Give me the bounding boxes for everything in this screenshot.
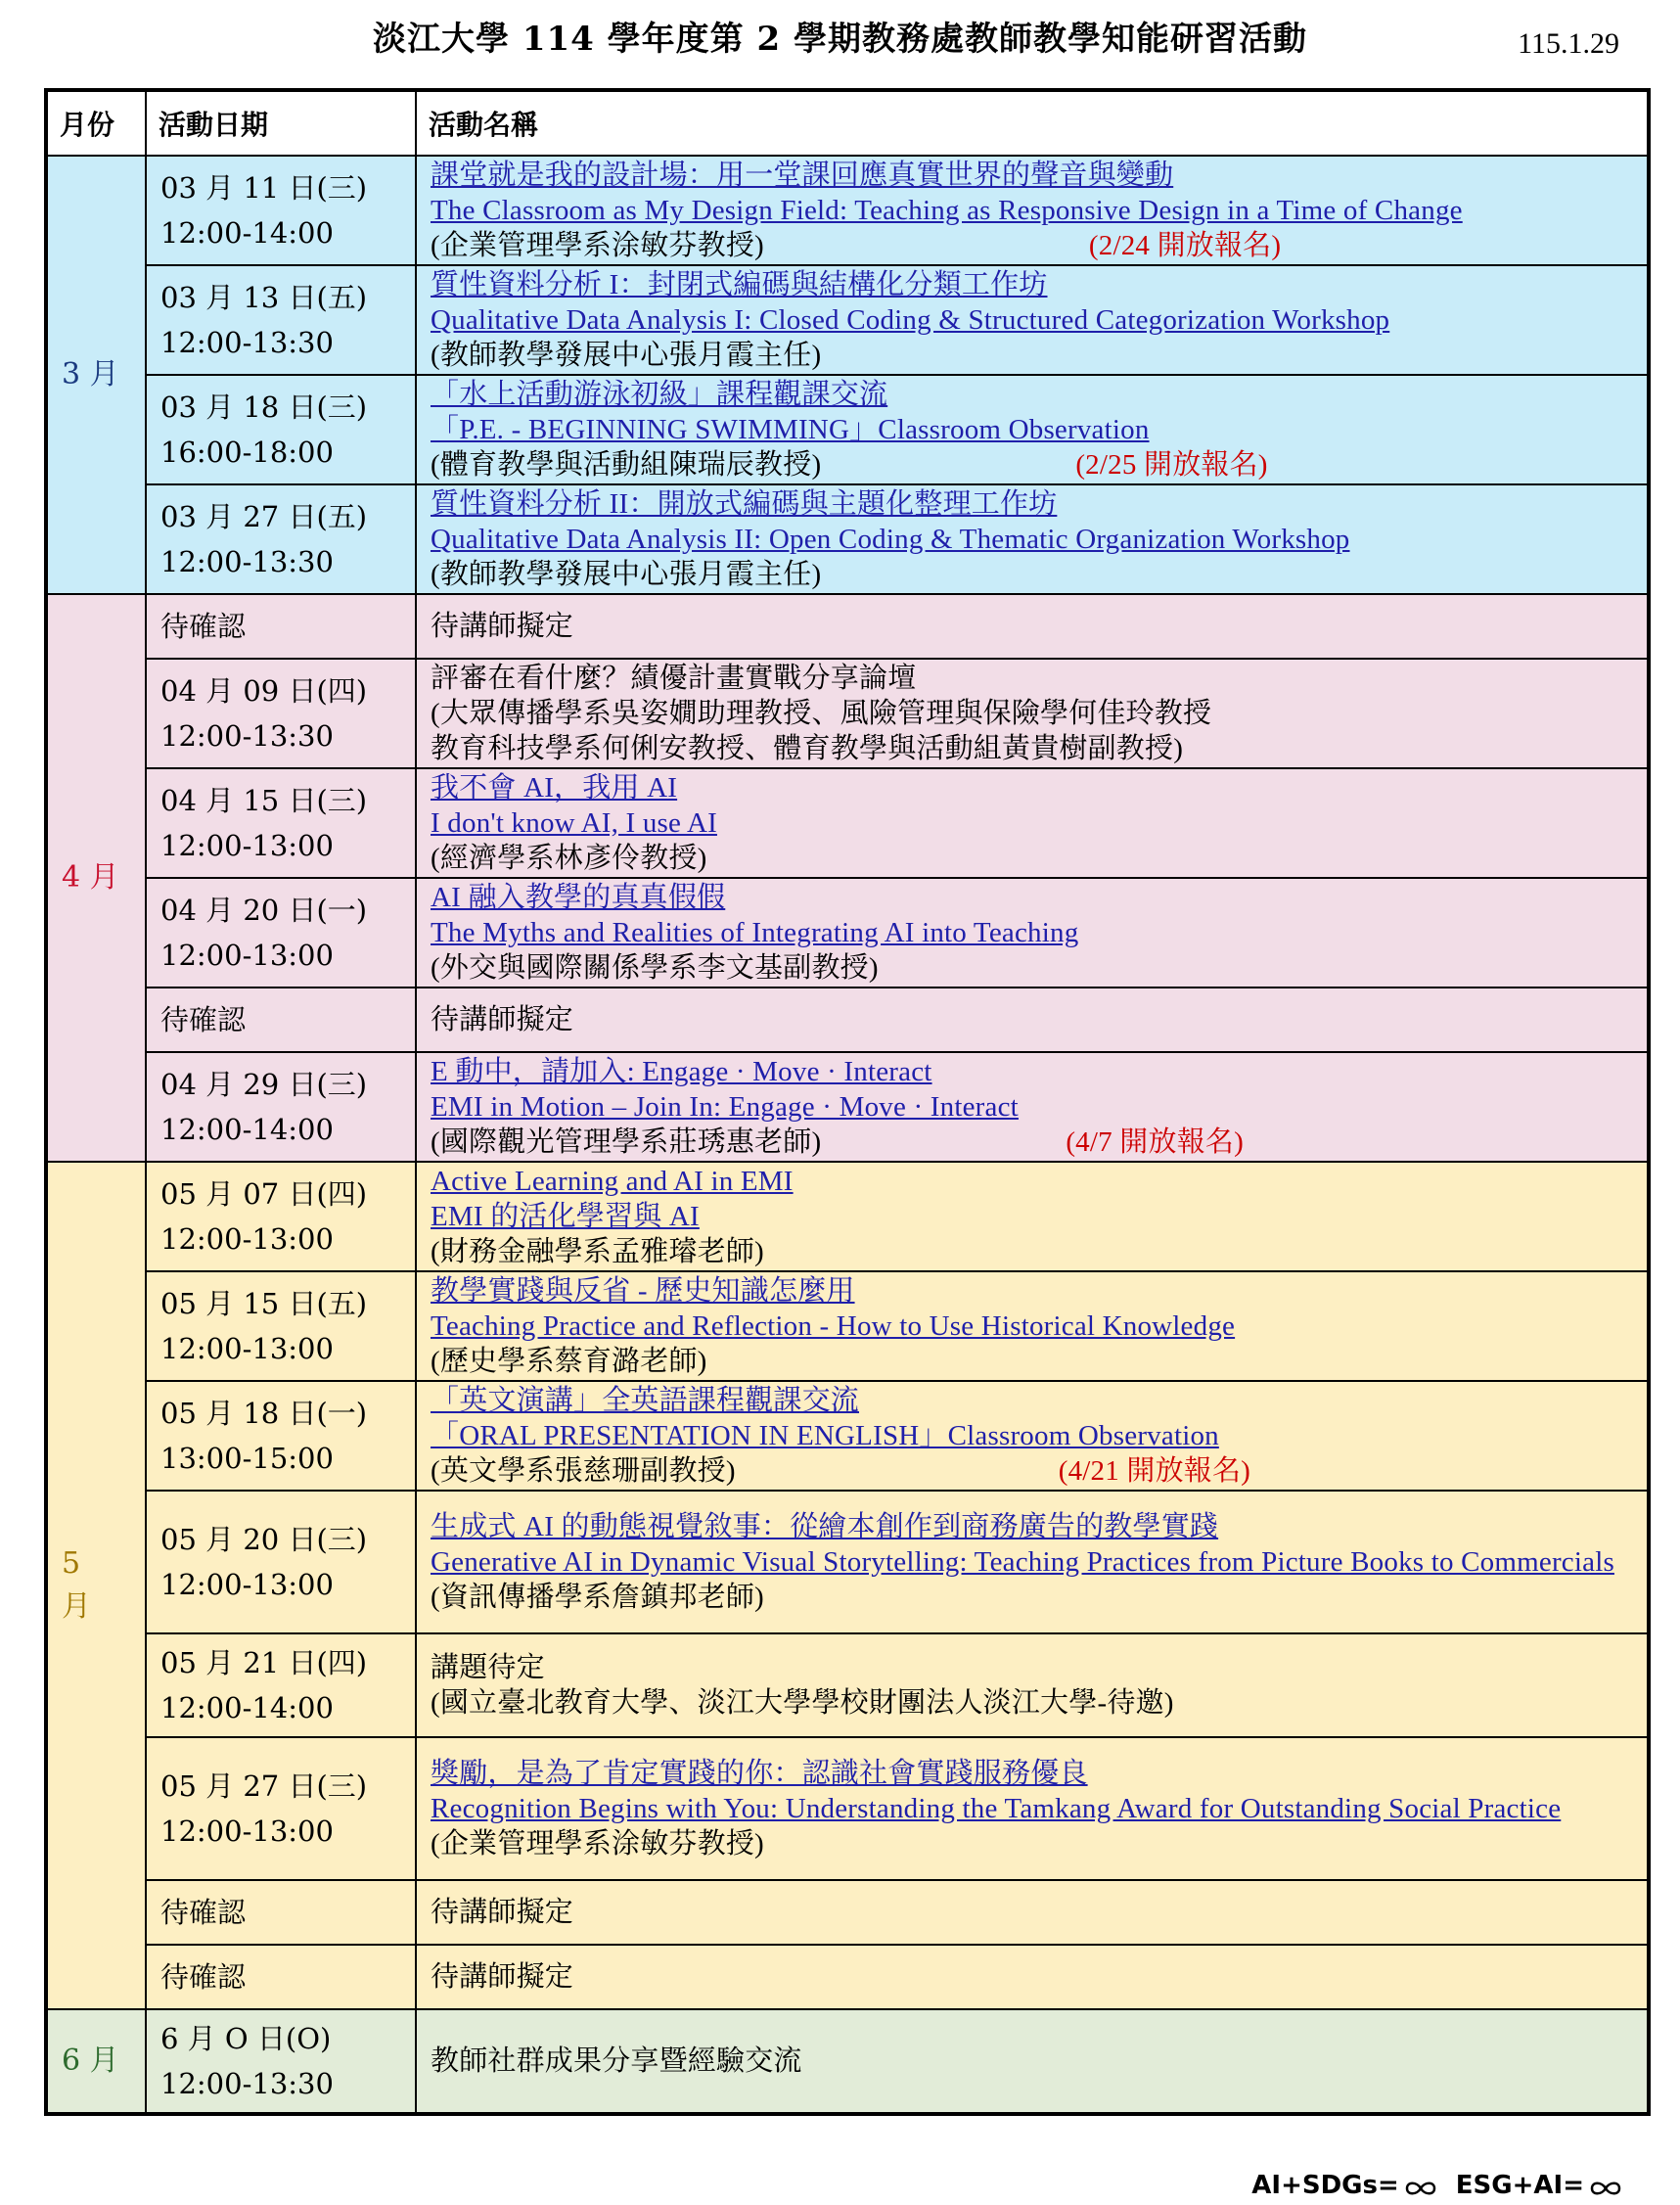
activity-cell (416, 1633, 1649, 1737)
speaker: (教師教學發展中心張月霞主任) (431, 559, 822, 590)
table-row (46, 659, 1649, 768)
activity-title-link[interactable]: EMI 的活化學習與 AI (431, 1201, 700, 1232)
speaker: (國立臺北教育大學、淡江大學學校財團法人淡江大學-待邀) (431, 1687, 1174, 1719)
column-header-month: 月份 (46, 90, 146, 156)
speaker-line-2: 教育科技學系何俐安教授、體育教學與活動組黃貴樹副教授) (431, 733, 1184, 764)
activity-date: 04 月 20 日(一) (160, 894, 368, 927)
activity-cell (416, 1162, 1649, 1271)
table-row (46, 1052, 1649, 1162)
activity-time: 12:00-13:30 (160, 326, 334, 359)
activity-title-link[interactable]: 「水上活動游泳初級」課程觀課交流 (431, 379, 888, 410)
table-row (46, 594, 1649, 659)
activity-time: 12:00-14:00 (160, 216, 334, 250)
activity-cell (416, 659, 1649, 768)
activity-cell: 待講師擬定 (416, 1880, 1649, 1945)
table-row (46, 878, 1649, 988)
activity-title-link[interactable]: 質性資料分析 II：開放式編碼與主題化整理工作坊 (431, 488, 1058, 520)
activity-title-en-link[interactable]: Generative AI in Dynamic Visual Storytelling: Teaching Practices from Picture Books to Commercials (431, 1546, 1614, 1578)
activity-title-en-link[interactable]: 「P.E. - BEGINNING SWIMMING」Classroom Observation (431, 414, 1150, 445)
activity-date: 04 月 15 日(三) (160, 784, 368, 817)
registration-open-note: (2/24 開放報名) (1088, 230, 1282, 261)
registration-open-note: (4/7 開放報名) (1066, 1126, 1244, 1158)
activity-time: 12:00-13:00 (160, 1568, 334, 1601)
activity-title: 評審在看什麼？績優計畫實戰分享論壇 (431, 663, 917, 694)
footer-slogan (1251, 2171, 1623, 2200)
speaker: (體育教學與活動組陳瑞辰教授) (431, 449, 822, 481)
table-row (46, 1271, 1649, 1381)
document-date: 115.1.29 (1518, 27, 1619, 60)
activity-title-link[interactable]: 質性資料分析 I：封閉式編碼與結構化分類工作坊 (431, 269, 1048, 300)
activity-cell (416, 1491, 1649, 1633)
activity-date: 05 月 20 日(三) (160, 1523, 368, 1556)
activity-title-link[interactable]: 獎勵，是為了肯定實踐的你：認識社會實踐服務優良 (431, 1758, 1088, 1789)
activity-cell (416, 484, 1649, 594)
table-header-row (46, 90, 1649, 156)
activity-time: 12:00-14:00 (160, 1113, 334, 1146)
activity-date: 05 月 27 日(三) (160, 1769, 368, 1803)
registration-open-note: (4/21 開放報名) (1058, 1455, 1251, 1487)
month-cell-march: 3 月 (46, 156, 146, 594)
activity-cell: 待講師擬定 (416, 594, 1649, 659)
table-row (46, 375, 1649, 484)
activity-time: 12:00-13:30 (160, 719, 334, 753)
activity-cell: 待講師擬定 (416, 1945, 1649, 2009)
activity-date: 03 月 13 日(五) (160, 281, 368, 314)
date-cell (146, 2009, 416, 2114)
speaker: (外交與國際關係學系李文基副教授) (431, 952, 879, 984)
activity-cell (416, 768, 1649, 878)
table-row (46, 265, 1649, 375)
date-cell (146, 659, 416, 768)
activity-date: 04 月 09 日(四) (160, 674, 368, 708)
table-row (46, 156, 1649, 265)
activity-date: 05 月 15 日(五) (160, 1287, 368, 1320)
activity-title-en-link[interactable]: The Classroom as My Design Field: Teaching as Responsive Design in a Time of Change (431, 195, 1463, 226)
date-cell (146, 1162, 416, 1271)
speaker: (資訊傳播學系詹鎮邦老師) (431, 1582, 764, 1613)
activity-date: 03 月 18 日(三) (160, 390, 368, 424)
activity-time: 12:00-13:00 (160, 1815, 334, 1848)
speaker: (經濟學系林彥伶教授) (431, 843, 707, 874)
activity-title-link[interactable]: AI 融入教學的真真假假 (431, 882, 726, 913)
activity-date: 03 月 11 日(三) (160, 171, 368, 205)
activity-cell (416, 1737, 1649, 1880)
activity-cell (416, 375, 1649, 484)
speaker: (教師教學發展中心張月霞主任) (431, 340, 822, 371)
month-cell-june: 6 月 (46, 2009, 146, 2114)
date-cell (146, 1052, 416, 1162)
activity-time: 12:00-13:30 (160, 2067, 334, 2100)
activity-time: 12:00-14:00 (160, 1691, 334, 1724)
date-cell (146, 484, 416, 594)
table-row (46, 1633, 1649, 1737)
date-cell: 待確認 (146, 594, 416, 659)
speaker: (英文學系張慈珊副教授) (431, 1455, 736, 1487)
table-row (46, 1945, 1649, 2009)
activity-title-link[interactable]: 教學實踐與反省 - 歷史知識怎麼用 (431, 1275, 855, 1307)
activity-time: 13:00-15:00 (160, 1442, 334, 1475)
date-cell: 待確認 (146, 1880, 416, 1945)
activity-title-en-link[interactable]: Teaching Practice and Reflection - How to Use Historical Knowledge (431, 1310, 1236, 1342)
speaker: (大眾傳播學系吳姿嫺助理教授、風險管理與保險學何佳玲教授 (431, 698, 1212, 729)
activity-title-en-link[interactable]: EMI in Motion – Join In: Engage · Move · Interact (431, 1091, 1019, 1123)
activity-cell (416, 1381, 1649, 1491)
activity-cell (416, 265, 1649, 375)
activity-title-en-link[interactable]: Qualitative Data Analysis II: Open Coding & Thematic Organization Workshop (431, 524, 1350, 555)
speaker: (財務金融學系孟雅璿老師) (431, 1236, 764, 1267)
activity-date: 6 月 O 日(O) (160, 2022, 332, 2055)
activity-time: 12:00-13:00 (160, 939, 334, 972)
activity-cell (416, 156, 1649, 265)
month-label-suffix: 月 (62, 1589, 91, 1624)
activity-cell (416, 1052, 1649, 1162)
registration-open-note: (2/25 開放報名) (1075, 449, 1268, 481)
infinity-icon (1588, 2176, 1623, 2195)
activity-time: 12:00-13:30 (160, 545, 334, 578)
activity-cell (416, 1271, 1649, 1381)
column-header-date: 活動日期 (146, 90, 416, 156)
month-label-number: 5 (62, 1546, 81, 1581)
activity-title-en-link[interactable]: 「ORAL PRESENTATION IN ENGLISH」Classroom Observation (431, 1420, 1219, 1451)
table-row (46, 2009, 1649, 2114)
date-cell (146, 1633, 416, 1737)
table-row (46, 1381, 1649, 1491)
speaker: (國際觀光管理學系莊琇惠老師) (431, 1126, 822, 1158)
activity-cell (416, 878, 1649, 988)
month-cell-april: 4 月 (46, 594, 146, 1162)
date-cell (146, 1491, 416, 1633)
page-title: 淡江大學 114 學年度第 2 學期教務處教師教學知能研習活動 (373, 20, 1307, 59)
date-cell (146, 878, 416, 988)
table-row (46, 1880, 1649, 1945)
date-cell (146, 768, 416, 878)
month-cell-may (46, 1162, 146, 2009)
activity-cell: 教師社群成果分享暨經驗交流 (416, 2009, 1649, 2114)
slogan-esg-ai: ESG+AI= (1455, 2171, 1584, 2200)
activity-title-en-link[interactable]: I don't know AI, I use AI (431, 807, 717, 839)
speaker: (企業管理學系涂敏芬教授) (431, 1828, 764, 1860)
date-cell (146, 375, 416, 484)
activity-title-en-link[interactable]: Active Learning and AI in EMI (431, 1166, 794, 1197)
table-row (46, 1737, 1649, 1880)
table-row (46, 1491, 1649, 1633)
activity-time: 12:00-13:00 (160, 1332, 334, 1365)
activity-date: 05 月 21 日(四) (160, 1646, 368, 1679)
table-row (46, 1162, 1649, 1271)
activity-title-link[interactable]: 「英文演講」全英語課程觀課交流 (431, 1385, 860, 1416)
activity-cell: 待講師擬定 (416, 988, 1649, 1052)
activity-title-link[interactable]: 我不會 AI，我用 AI (431, 772, 678, 804)
activity-date: 03 月 27 日(五) (160, 500, 368, 533)
activity-date: 05 月 18 日(一) (160, 1397, 368, 1430)
column-header-activity: 活動名稱 (416, 90, 1649, 156)
infinity-icon (1403, 2176, 1438, 2195)
date-cell: 待確認 (146, 1945, 416, 2009)
activity-title-link[interactable]: 課堂就是我的設計場：用一堂課回應真實世界的聲音與變動 (431, 160, 1174, 191)
date-cell (146, 156, 416, 265)
speaker: (歷史學系蔡育潞老師) (431, 1346, 707, 1377)
date-cell: 待確認 (146, 988, 416, 1052)
date-cell (146, 1271, 416, 1381)
activity-title-link[interactable]: E 動中，請加入: Engage · Move · Interact (431, 1056, 932, 1087)
activity-time: 12:00-13:00 (160, 829, 334, 862)
activity-title-link[interactable]: 生成式 AI 的動態視覺敘事：從繪本創作到商務廣告的教學實踐 (431, 1511, 1219, 1542)
date-cell (146, 265, 416, 375)
activity-time: 12:00-13:00 (160, 1222, 334, 1256)
activity-time: 16:00-18:00 (160, 436, 334, 469)
date-cell (146, 1381, 416, 1491)
activity-title-en-link[interactable]: The Myths and Realities of Integrating AI into Teaching (431, 917, 1079, 948)
activity-title: 講題待定 (431, 1652, 545, 1683)
table-row (46, 768, 1649, 878)
activity-title-en-link[interactable]: Qualitative Data Analysis I: Closed Coding & Structured Categorization Workshop (431, 304, 1390, 336)
date-cell (146, 1737, 416, 1880)
table-row (46, 484, 1649, 594)
schedule-table (44, 88, 1651, 2116)
activity-date: 04 月 29 日(三) (160, 1068, 368, 1101)
slogan-ai-sdgs: AI+SDGs= (1251, 2171, 1399, 2200)
table-row (46, 988, 1649, 1052)
activity-title-en-link[interactable]: Recognition Begins with You: Understanding the Tamkang Award for Outstanding Social Practice (431, 1793, 1562, 1824)
activity-date: 05 月 07 日(四) (160, 1177, 368, 1211)
speaker: (企業管理學系涂敏芬教授) (431, 230, 764, 261)
